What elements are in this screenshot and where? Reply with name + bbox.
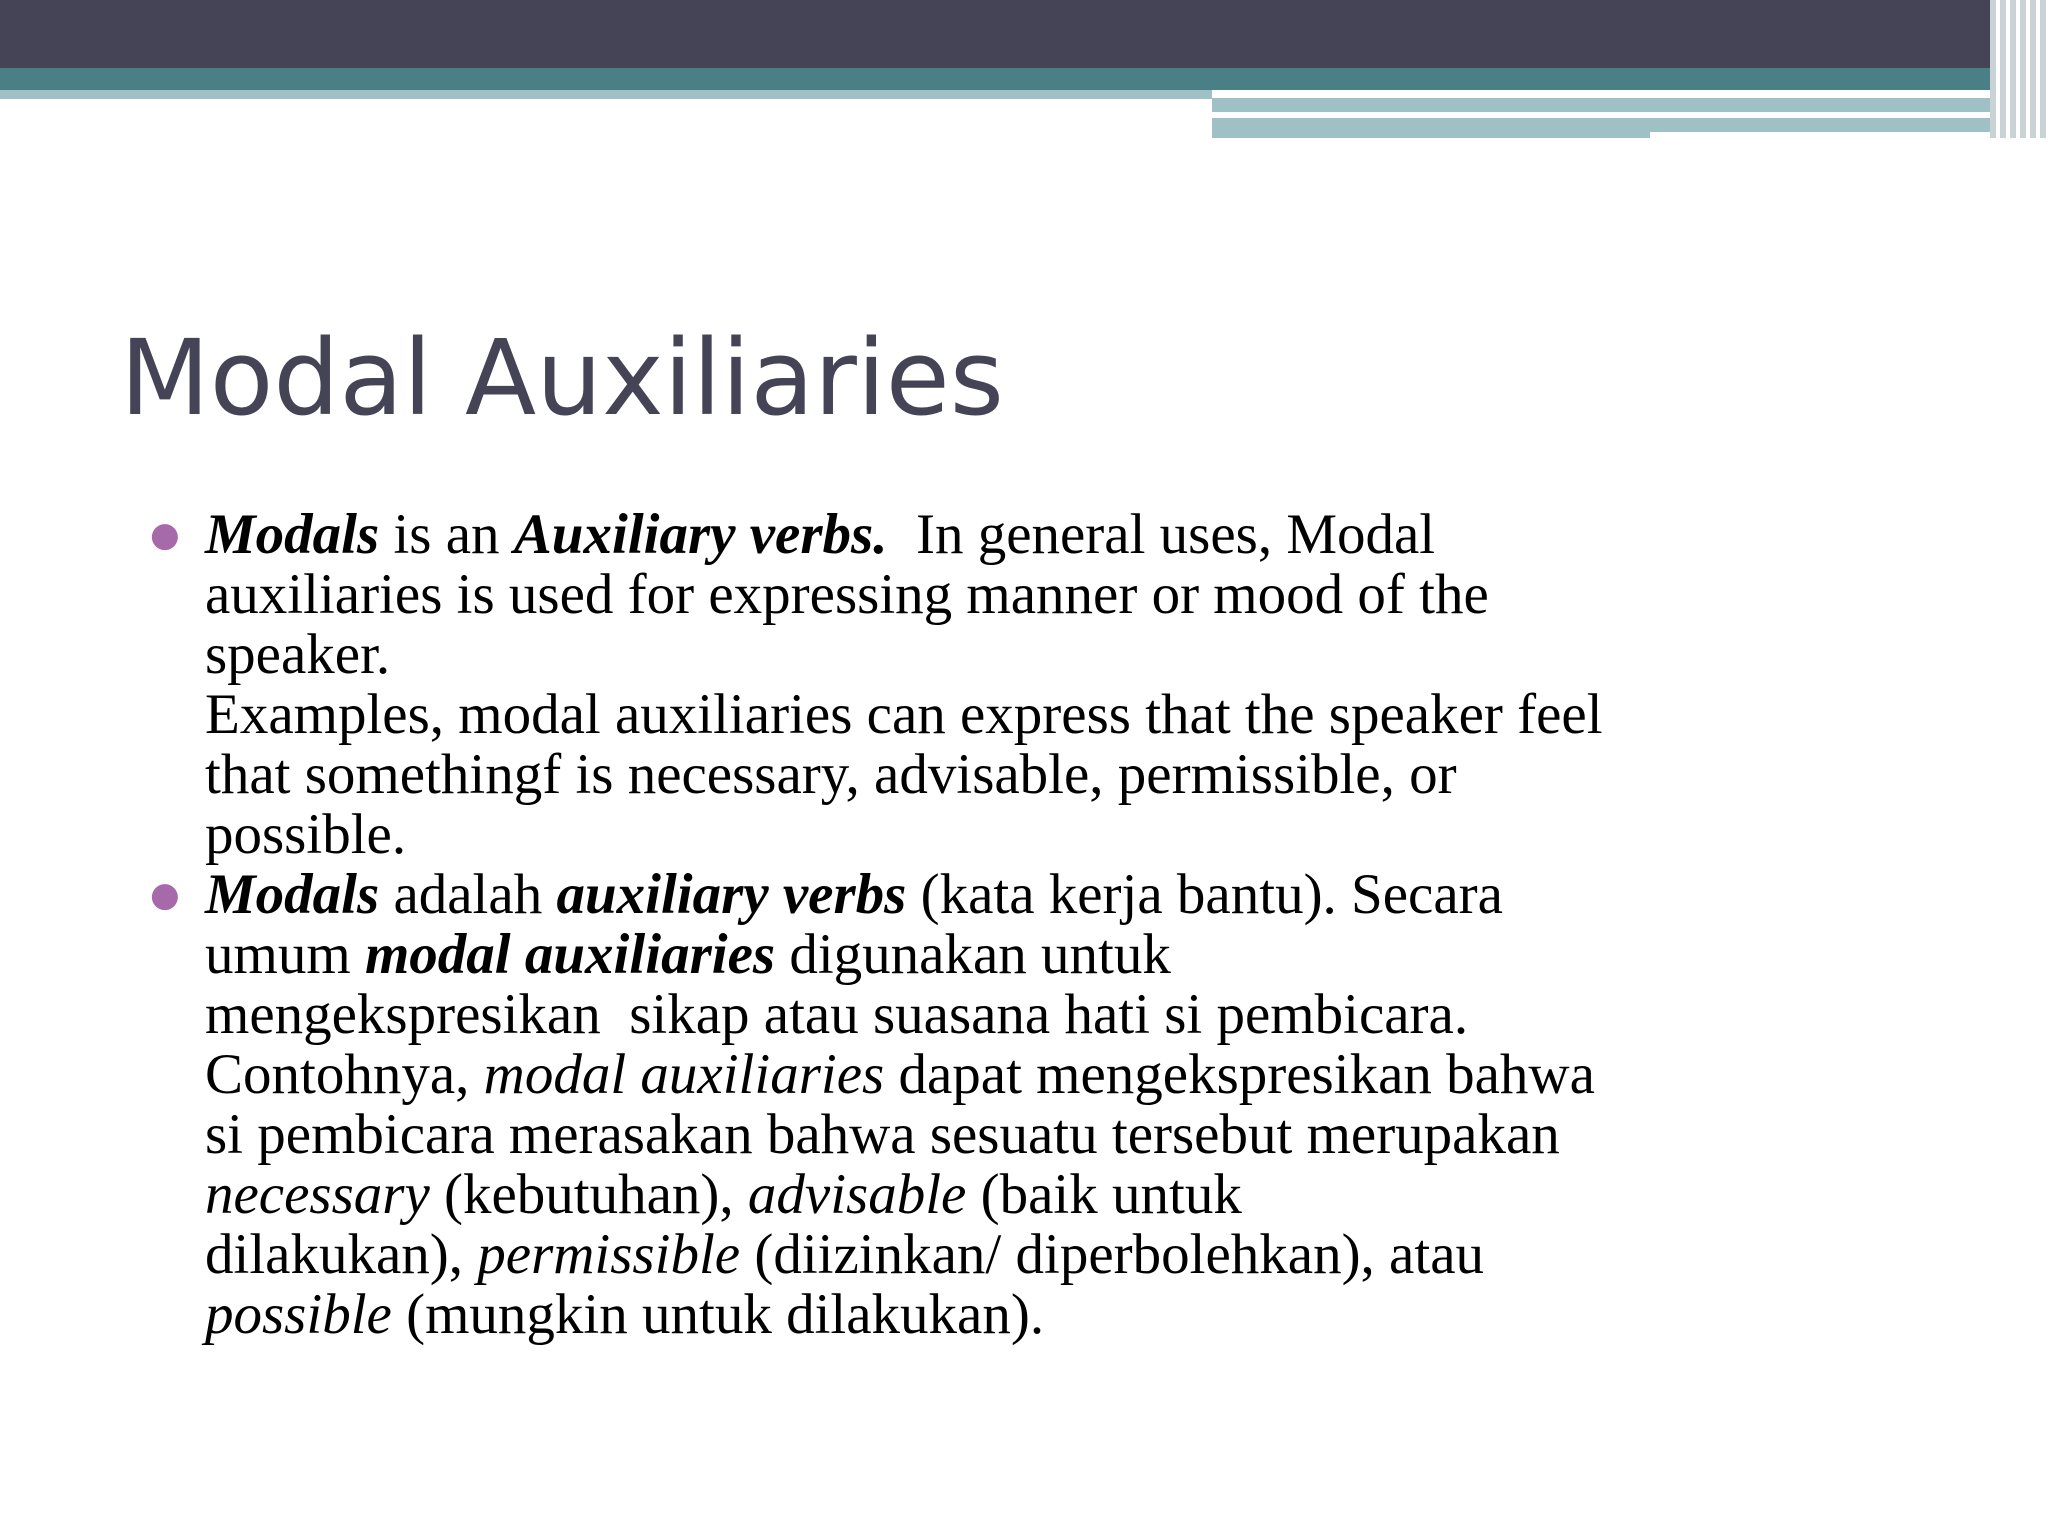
header-banner-dark: [0, 0, 2048, 68]
text-run: (kata kerja bantu). Secara: [906, 863, 1503, 926]
text-run: dapat mengekspresikan bahwa: [884, 1043, 1595, 1106]
header-edge-lines: [1990, 0, 2048, 138]
text-run: (kebutuhan),: [429, 1163, 748, 1226]
text-run: auxiliary verbs: [556, 863, 907, 926]
bullet-line: [205, 805, 1910, 865]
text-run: Auxiliary verbs.: [513, 503, 888, 566]
text-run: In general uses, Modal: [887, 503, 1436, 566]
bullet-line: [205, 985, 1910, 1045]
bullet-item: [150, 505, 1910, 865]
bullet-line: [205, 1165, 1910, 1225]
bullet-line: [205, 925, 1910, 985]
text-run: auxiliaries is used for expressing manner or mood of the: [205, 563, 1489, 626]
text-run: possible.: [205, 803, 407, 866]
text-run: si pembicara merasakan bahwa sesuatu tersebut merupakan: [205, 1103, 1560, 1166]
text-run: is an: [379, 503, 514, 566]
bullet-line: [205, 865, 1910, 925]
header-stripe-upper: [1212, 98, 2048, 112]
bullet-line: [205, 505, 1910, 565]
text-run: modal auxiliaries: [364, 923, 776, 986]
bullet-marker-icon: ●: [150, 515, 180, 555]
text-run: (mungkin untuk dilakukan).: [391, 1283, 1045, 1346]
text-run: umum: [205, 923, 365, 986]
bullet-line: [205, 685, 1910, 745]
text-run: dilakukan),: [205, 1223, 478, 1286]
header-banner-light-stripe: [0, 90, 1212, 99]
slide-title: Modal Auxiliaries: [120, 317, 1004, 439]
bullet-line: [205, 1045, 1910, 1105]
bullet-line: [205, 1105, 1910, 1165]
text-run: adalah: [379, 863, 557, 926]
bullet-marker-icon: ●: [150, 875, 180, 915]
text-run: speaker.: [205, 623, 391, 686]
text-run: Examples, modal auxiliaries can express that the speaker feel: [205, 683, 1603, 746]
text-run: digunakan untuk: [775, 923, 1171, 986]
bullet-line: [205, 745, 1910, 805]
bullet-line: [205, 1285, 1910, 1345]
text-run: modal auxiliaries: [483, 1043, 885, 1106]
text-run: permissible: [477, 1223, 741, 1286]
text-run: that somethingf is necessary, advisable, permissible, or: [205, 743, 1457, 806]
text-run: Modals: [205, 503, 380, 566]
slide-body: [150, 505, 1910, 1345]
bullet-line: [205, 565, 1910, 625]
text-run: (baik untuk: [966, 1163, 1242, 1226]
text-run: possible: [205, 1283, 392, 1346]
bullet-line: [205, 1225, 1910, 1285]
text-run: advisable: [747, 1163, 967, 1226]
bullet-line: [205, 625, 1910, 685]
text-run: mengekspresikan sikap atau suasana hati si pembicara.: [205, 983, 1469, 1046]
text-run: (diizinkan/ diperbolehkan), atau: [740, 1223, 1484, 1286]
header-banner-teal: [0, 68, 2048, 90]
text-run: Contohnya,: [205, 1043, 484, 1106]
bullet-item: [150, 865, 1910, 1345]
header-stripe-gap: [1650, 132, 2048, 138]
text-run: Modals: [205, 863, 380, 926]
text-run: necessary: [205, 1163, 430, 1226]
